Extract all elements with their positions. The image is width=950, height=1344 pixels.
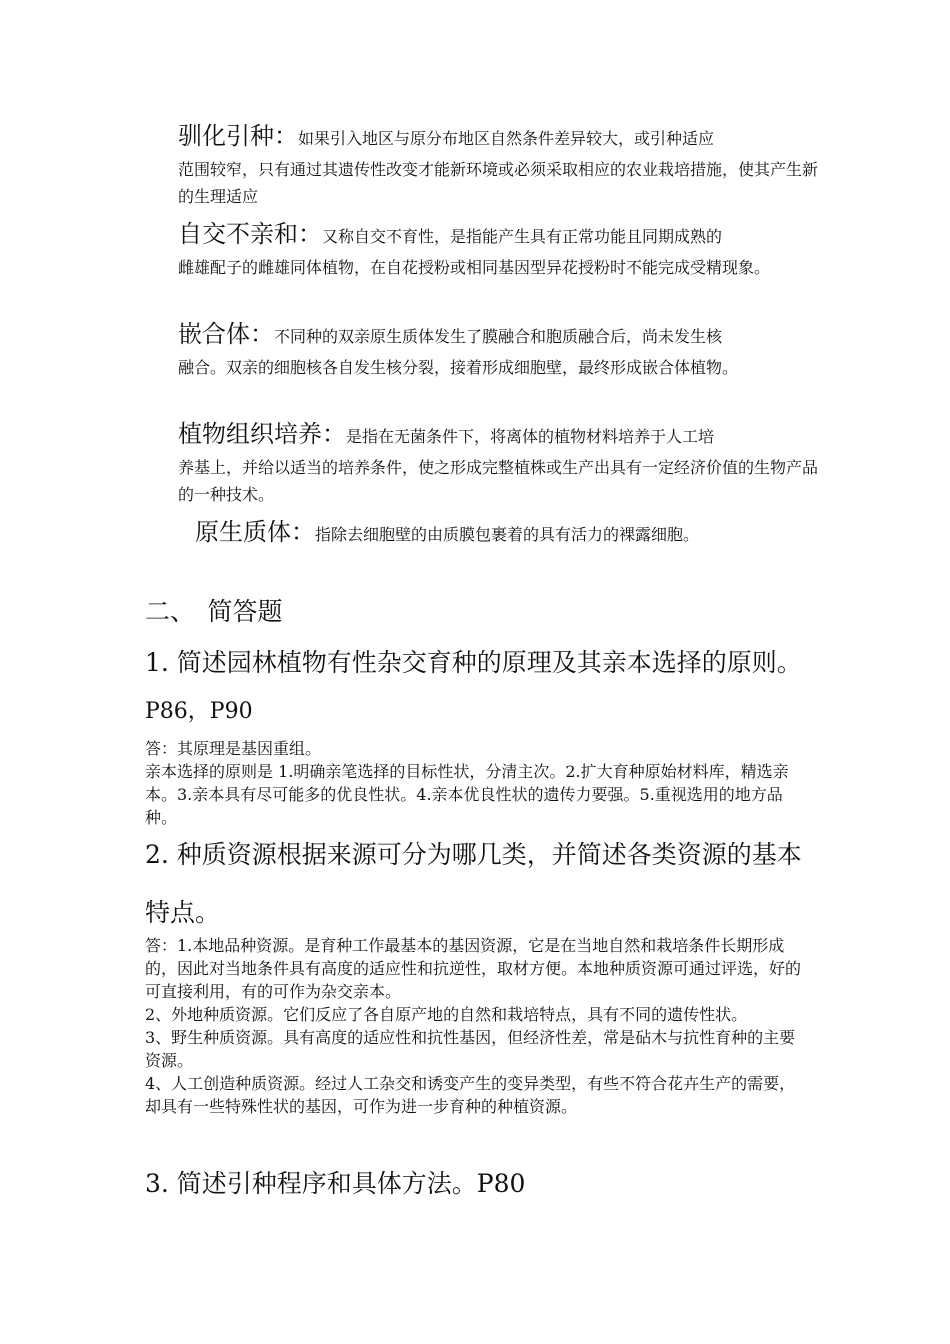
question-1-page-reference: P86，P90: [145, 699, 253, 724]
section-heading: 二、 简答题: [145, 597, 283, 626]
term-definition-rest: 雌雄配子的雌雄同体植物，在自花授粉或相同基因型异花授粉时不能完成受精现象。: [178, 258, 771, 277]
term-definition-rest: 范围较窄，只有通过其遗传性改变才能新环境或必须采取相应的农业栽培措施，使其产生新的生理适应: [178, 160, 819, 206]
term-title: 驯化引种：: [178, 122, 298, 150]
question-1-heading: 1. 简述园林植物有性杂交育种的原理及其亲本选择的原则。: [145, 648, 802, 677]
term-title: 植物组织培养：: [178, 420, 346, 448]
term-title: 自交不亲和：: [178, 220, 322, 248]
answer-paragraph: 答：其原理是基因重组。: [145, 739, 322, 758]
term-definition-rest: 养基上，并给以适当的培养条件，使之形成完整植株或生产出具有一定经济价值的生物产品的一种技术。: [178, 458, 819, 504]
term-title: 嵌合体：: [178, 320, 274, 348]
term-entry-tissue-culture: [178, 422, 818, 508]
term-title: 原生质体：: [195, 518, 315, 546]
term-definition-first-line: 指除去细胞壁的由质膜包裹着的具有活力的裸露细胞。: [315, 525, 700, 544]
term-definition-first-line: 如果引入地区与原分布地区自然条件差异较大，或引种适应: [298, 129, 715, 148]
answer-paragraph: 亲本选择的原则是 1.明确亲笔选择的目标性状，分清主次。2.扩大育种原始材料库，精选亲本。3.亲本具有尽可能多的优良性状。4.亲本优良性状的遗传力要强。5.重视选用的地方品种。: [145, 762, 789, 827]
question-3-heading: 3. 简述引种程序和具体方法。P80: [145, 1169, 526, 1198]
answer-paragraph: 答：1.本地品种资源。是育种工作最基本的基因资源，它是在当地自然和栽培条件长期形成的，因此对当地条件具有高度的适应性和抗逆性，取材方便。本地种质资源可通过评选，好的可直接利用，有的可作为杂交亲本。: [145, 936, 802, 1001]
term-entry-self-incompatibility: [178, 222, 818, 281]
term-entry-chimera: [178, 322, 818, 381]
term-entry-domestication: [178, 124, 818, 210]
term-definition-first-line: 又称自交不育性，是指能产生具有正常功能且同期成熟的: [322, 227, 723, 246]
answer-paragraph: 4、人工创造种质资源。经过人工杂交和诱变产生的变异类型，有些不符合花卉生产的需要，却具有一些特殊性状的基因，可作为进一步育种的种植资源。: [145, 1074, 796, 1116]
term-definition-first-line: 不同种的双亲原生质体发生了膜融合和胞质融合后，尚未发生核: [274, 327, 723, 346]
answer-paragraph: 2、外地种质资源。它们反应了各自原产地的自然和栽培特点，具有不同的遗传性状。: [145, 1005, 748, 1024]
term-entry-protoplast: [195, 520, 835, 544]
term-definition-first-line: 是指在无菌条件下，将离体的植物材料培养于人工培: [346, 427, 715, 446]
question-2-answer: [145, 934, 810, 1118]
question-1-answer: [145, 737, 810, 829]
question-2-heading: 2. 种质资源根据来源可分为哪几类，并简述各类资源的基本特点。: [145, 840, 802, 927]
term-definition-rest: 融合。双亲的细胞核各自发生核分裂，接着形成细胞壁，最终形成嵌合体植物。: [178, 358, 739, 377]
answer-paragraph: 3、野生种质资源。具有高度的适应性和抗性基因，但经济性差，常是砧木与抗性育种的主要资源。: [145, 1028, 796, 1070]
